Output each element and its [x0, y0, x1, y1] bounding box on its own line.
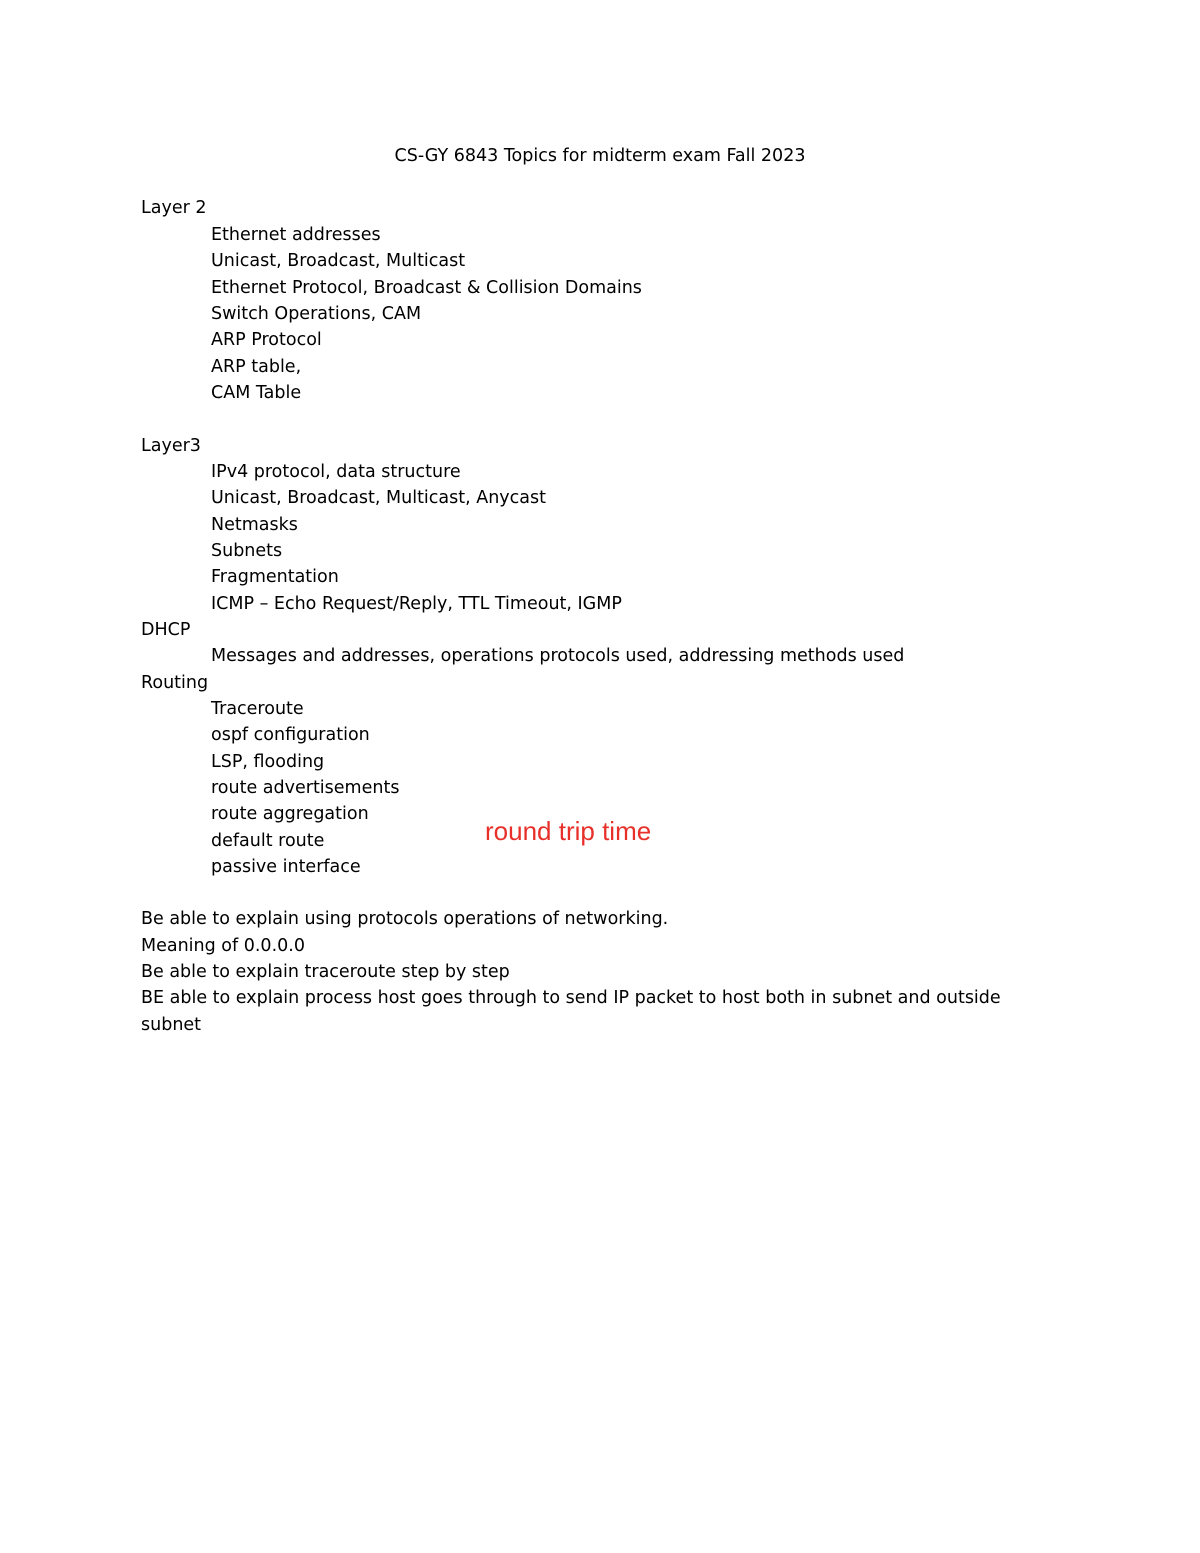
list-item: ARP table, — [211, 357, 302, 377]
list-item: Netmasks — [211, 515, 298, 535]
list-item: CAM Table — [211, 383, 302, 403]
list-item: Traceroute — [211, 699, 304, 719]
list-item: route aggregation — [211, 804, 369, 824]
closing-line: BE able to explain process host goes through to send IP packet to host both in subnet and outside — [141, 988, 1001, 1008]
section-heading-dhcp: DHCP — [141, 620, 191, 640]
list-item: Fragmentation — [211, 567, 339, 587]
list-item: ARP Protocol — [211, 330, 322, 350]
handwritten-annotation: round trip time — [485, 816, 652, 846]
list-item: Subnets — [211, 541, 283, 561]
closing-line: subnet — [141, 1015, 202, 1035]
list-item: Switch Operations, CAM — [211, 304, 422, 324]
list-item: LSP, flooding — [211, 752, 325, 772]
document-title: CS-GY 6843 Topics for midterm exam Fall 2023 — [394, 146, 806, 166]
closing-line: Be able to explain using protocols operations of networking. — [141, 909, 669, 929]
list-item: Ethernet Protocol, Broadcast & Collision Domains — [211, 278, 642, 298]
list-item: ICMP – Echo Request/Reply, TTL Timeout, IGMP — [211, 594, 622, 614]
section-heading-routing: Routing — [141, 673, 209, 693]
list-item: ospf configuration — [211, 725, 370, 745]
list-item: default route — [211, 831, 325, 851]
list-item: Unicast, Broadcast, Multicast — [211, 251, 466, 271]
list-item: Unicast, Broadcast, Multicast, Anycast — [211, 488, 546, 508]
list-item: passive interface — [211, 857, 361, 877]
list-item: Ethernet addresses — [211, 225, 381, 245]
closing-line: Meaning of 0.0.0.0 — [141, 936, 305, 956]
list-item: route advertisements — [211, 778, 400, 798]
list-item: Messages and addresses, operations protocols used, addressing methods used — [211, 646, 905, 666]
list-item: IPv4 protocol, data structure — [211, 462, 461, 482]
closing-line: Be able to explain traceroute step by step — [141, 962, 510, 982]
section-heading-layer3: Layer3 — [141, 436, 201, 456]
section-heading-layer2: Layer 2 — [141, 198, 207, 218]
